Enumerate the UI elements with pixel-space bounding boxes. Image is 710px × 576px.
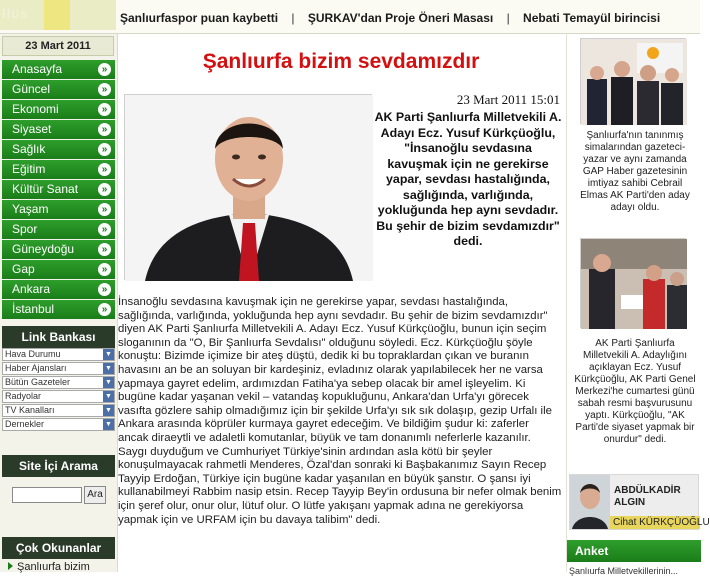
chevron-down-icon: ▼ xyxy=(103,349,114,360)
nav-item[interactable] xyxy=(2,100,115,119)
ticker-item[interactable]: ŞURKAV'dan Proje Öneri Masası xyxy=(307,11,494,25)
article-timestamp: 23 Mart 2011 15:01 xyxy=(456,92,560,107)
chevron-right-icon: » xyxy=(98,243,111,256)
nav-item[interactable] xyxy=(2,120,115,139)
link-bank-select[interactable] xyxy=(2,404,115,417)
poll-question[interactable]: Şanlıurfa Milletvekillerinin... xyxy=(569,566,679,576)
nav-item[interactable] xyxy=(2,140,115,159)
link-bank-select-label: TV Kanalları xyxy=(5,405,55,415)
poll-title: Anket xyxy=(567,540,701,562)
nav-item-label: Güneydoğu xyxy=(12,242,75,256)
nav-item-label: Ekonomi xyxy=(12,102,59,116)
link-bank-select-label: Haber Ajansları xyxy=(5,363,67,373)
avatar-illustration xyxy=(570,475,610,529)
chevron-right-icon: » xyxy=(98,123,111,136)
nav-item[interactable] xyxy=(2,280,115,299)
nav-item-label: Siyaset xyxy=(12,122,52,136)
link-bank-select[interactable] xyxy=(2,348,115,361)
nav-item-label: İstanbul xyxy=(12,302,55,316)
nav-item[interactable] xyxy=(2,160,115,179)
bullet-arrow-icon xyxy=(8,562,13,570)
nav-item-label: Ankara xyxy=(12,282,51,296)
chevron-right-icon: » xyxy=(98,63,111,76)
nav-item-label: Anasayfa xyxy=(12,62,63,76)
nav-item-label: Yaşam xyxy=(12,202,49,216)
current-date: 23 Mart 2011 xyxy=(2,36,114,56)
chevron-down-icon: ▼ xyxy=(103,419,114,430)
left-sidebar xyxy=(0,34,118,572)
nav-item[interactable] xyxy=(2,200,115,219)
chevron-right-icon: » xyxy=(98,83,111,96)
chevron-right-icon: » xyxy=(98,223,111,236)
chevron-right-icon: » xyxy=(98,103,111,116)
nav-item[interactable] xyxy=(2,60,115,79)
chevron-right-icon: » xyxy=(98,303,111,316)
link-bank-list xyxy=(2,348,115,432)
chevron-down-icon: ▼ xyxy=(103,363,114,374)
columnist-last-name: ALGIN xyxy=(614,497,646,508)
most-read-item-label: Şanlıurfa bizim xyxy=(17,561,90,573)
link-bank-select-label: Dernekler xyxy=(5,419,45,429)
most-read-title: Çok Okunanlar xyxy=(2,537,115,559)
columnist-name xyxy=(614,485,681,509)
link-bank-select[interactable] xyxy=(2,418,115,431)
chevron-right-icon: » xyxy=(98,143,111,156)
top-bar xyxy=(0,0,700,34)
chevron-right-icon: » xyxy=(98,163,111,176)
nav-item[interactable] xyxy=(2,260,115,279)
site-logo[interactable] xyxy=(0,0,116,30)
right-sidebar xyxy=(566,34,710,576)
logo-accent xyxy=(44,0,70,30)
most-read-item[interactable] xyxy=(8,561,90,573)
columnist-first-name: ABDÜLKADİR xyxy=(614,485,681,496)
news-photo-1[interactable] xyxy=(580,38,686,124)
article-body: İnsanoğlu sevdasına kavuşmak için ne gerekirse yapar, sevdası hastalığında, sağlığında, varlığında, yokluğunda hep aynı sevdadır. Bu şehir de bizim sevdamızdır" diyen AK Parti Şanlıurfa Milletvekili A. Adayı Ecz. Yusuf Kürkçüoğlu, bunun için seçim sloganının da "O, Bir Şanlıurfa Sevdalısı" olduğunu söyledi. Ecz. Kürkçüoğlu şöyle konuştu: Bizimde içimize bir ateş düştü, dedik ki bu topraklardan çıkan ve buranın havasını an be an soluyan bir kardeşiniz, evladınız olarak yapılabilecek her ne varsa yapmaya gayret edelim, ardımızdan Fatiha'ya sebep olacak bir amel işleyelim. Ki bugüne kadar yaşanan vekil – vatandaş kopukluğunu, Ankara'dan Urfa'yı görecek vasıfta gözlere sahip olmadığımız için bir şekilde Urfa'yı sık sık dolaşıp, gezip Urfalı ile Ankara arasında köprüler kurmaya gayret edeceğim. Ve bildiğim şudur ki: zaferler ancak diraeytli ve adaletli komutanlar, büyük ve tam donanımlı neferlerle kazanılır. Saygı duyduğum ve Cumhuriyet Türkiye'sinin ardından asla kötü bir şeyler konuşulmayacak rahmetli Menderes, Özal'dan sonraki ki Başbakanımız Sayın Recep Tayyip Erdoğan, Türkiye için bugüne kadar yaşanılan en büyük şanstır. O şansı iyi kullanabilmeyi Rabbim nasip etsin. Recep Tayyip Bey'in ordusuna bir nefer olmak benim için şeref olur, onur olur, lütuf olur. O lütfe yakışanı yapmak adına ne gerekiyorsa yapmak için ve URFAM için bu davaya talibim" dedi. xyxy=(118,296,562,526)
columnist-avatar xyxy=(570,475,610,529)
link-bank-select[interactable] xyxy=(2,376,115,389)
chevron-down-icon: ▼ xyxy=(103,377,114,388)
nav-item[interactable] xyxy=(2,240,115,259)
site-search-title: Site İçi Arama xyxy=(2,455,115,477)
news-caption-1[interactable]: Şanlıurfa'nın tanınmış simalarından gazeteci-yazar ve aynı zamanda GAP Haber gazetesinin imtiyaz sahibi Cebrail Elmas AK Parti'den aday adayı oldu. xyxy=(580,130,690,213)
news-photo-2[interactable] xyxy=(580,238,686,328)
chevron-down-icon: ▼ xyxy=(103,391,114,402)
chevron-right-icon: » xyxy=(98,263,111,276)
group-photo-illustration xyxy=(581,39,687,125)
ticker-separator: | xyxy=(291,11,295,25)
nav-item[interactable] xyxy=(2,180,115,199)
nav-item-label: Eğitim xyxy=(12,162,46,176)
category-nav xyxy=(2,60,115,320)
nav-item-label: Güncel xyxy=(12,82,51,96)
nav-item[interactable] xyxy=(2,80,115,99)
article-photo xyxy=(124,94,372,280)
link-bank-select[interactable] xyxy=(2,390,115,403)
link-bank-select-label: Bütün Gazeteler xyxy=(5,377,71,387)
office-photo-illustration xyxy=(581,239,687,329)
article-title: Şanlıurfa bizim sevdamızdır xyxy=(202,50,480,73)
next-columnist-strip[interactable]: Cihat KÜRKÇÜOĞLU xyxy=(610,516,700,529)
nav-item-label: Gap xyxy=(12,262,35,276)
chevron-right-icon: » xyxy=(98,283,111,296)
chevron-right-icon: » xyxy=(98,203,111,216)
ticker-item[interactable]: Şanlıurfaspor puan kaybetti xyxy=(120,11,279,25)
link-bank-select-label: Radyolar xyxy=(5,391,42,401)
news-caption-2[interactable]: AK Parti Şanlıurfa Milletvekili A. Adaylığını açıklayan Ecz. Yusuf Kürkçüoğlu, AK Parti Genel Merkezi'he cumartesi günü sabah resmi başvurusunu yaptı. Kürkçüoğlu, "AK Parti'de siyaset yapmak bir onurdur" dedi. xyxy=(574,338,696,445)
nav-item-label: Sağlık xyxy=(12,142,46,156)
chevron-right-icon: » xyxy=(98,183,111,196)
link-bank-select[interactable] xyxy=(2,362,115,375)
nav-item-label: Kültür Sanat xyxy=(12,182,79,196)
news-ticker xyxy=(120,11,660,25)
article-lead: AK Parti Şanlıurfa Milletvekili A. Adayı Ecz. Yusuf Kürkçüoğlu, "İnsanoğlu sevdasına kavuşmak için ne gerekirse yapar, sevdası hastalığında, sağlığında, varlığında, yokluğunda hep aynı sevdadır. Bu şehir de bizim sevdamızdır" dedi. xyxy=(374,110,562,248)
columnist-card[interactable] xyxy=(569,474,710,530)
article-main xyxy=(118,34,564,572)
nav-item[interactable] xyxy=(2,220,115,239)
search-button[interactable]: Ara xyxy=(84,486,106,504)
nav-item[interactable] xyxy=(2,300,115,319)
portrait-illustration xyxy=(125,95,373,281)
link-bank-select-label: Hava Durumu xyxy=(5,349,61,359)
link-bank-title: Link Bankası xyxy=(2,326,115,348)
logo-text: Ilüs xyxy=(2,6,29,21)
search-input[interactable] xyxy=(12,487,82,503)
nav-item-label: Spor xyxy=(12,222,38,236)
ticker-item[interactable]: Nebati Temayül birincisi xyxy=(523,11,661,25)
chevron-down-icon: ▼ xyxy=(103,405,114,416)
ticker-separator: | xyxy=(506,11,510,25)
